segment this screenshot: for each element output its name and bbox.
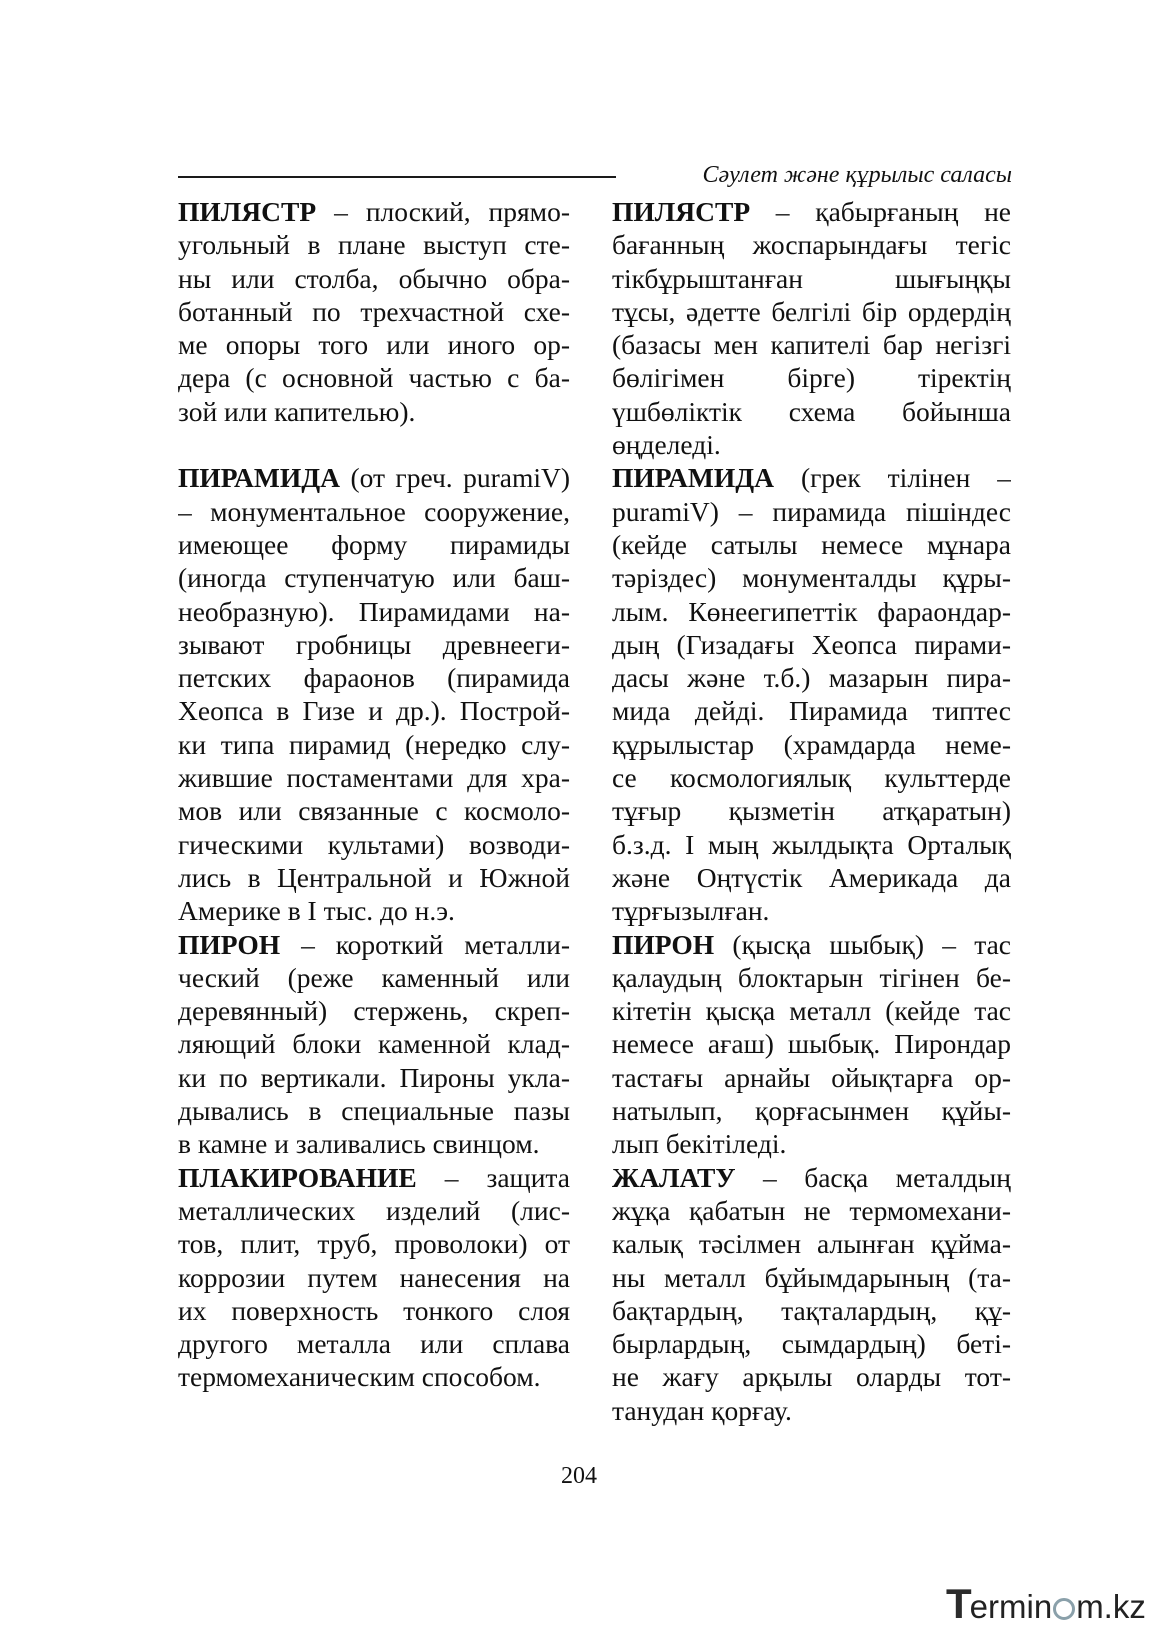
header-rule [178,176,616,178]
magnifier-icon [1053,1598,1075,1620]
page-number: 204 [561,1463,597,1489]
entry-plakirovanie-ru: ПЛАКИРОВАНИЕ – защита металлических изделий (лис- тов, плит, труб, проволоки) от коррозии путем нанесения на их поверхность тонкого слоя другого металла или сплава термомеханическим способом. [178,1161,570,1393]
watermark-t-mark: T [946,1580,972,1627]
entry-term: ПИРАМИДА [178,462,341,494]
entry-term: ПИЛЯСТР [178,196,317,227]
entry-zhalatu-kk: ЖАЛАТУ – басқа металдың жұқа қабатын не термомехани- калық тәсілмен алынған құйма- ны металл бұйымдарының (та- бақтардың, тақталардың, құ- бырлардың, сымдардың) беті- не жағу арқылы оларды тот- танудан қорғау. [612,1161,1011,1426]
entry-pilastr-kk: ПИЛЯСТР – қабырғаның не бағанның жоспарындағы тегіс тікбұрыштанған шығыңқы тұсы, әдетте белгілі бір ордердің (базасы мен капителі бар негізгі бөлігімен бірге) тіректің үшбөліктік схема бойынша өңделеді. [612,196,1011,461]
entry-term: ПИРАМИДА [612,462,775,494]
entry-term: ПИЛЯСТР [612,196,751,227]
entry-piron-ru: ПИРОН – короткий металли- ческий (реже каменный или деревянный) стержень, скреп- ляющий блоки каменной клад- ки по вертикали. Пироны укла- дывались в специальные пазы в камне и заливались свинцом. [178,928,570,1160]
entry-piron-kk: ПИРОН (қысқа шыбық) – тас қалаудың блоктарын тігінен бе- кітетін қысқа металл (кейде тас немесе ағаш) шыбық. Пирондар тастағы арнайы ойықтарға ор- натылып, қорғасынмен құйы- лып бекітіледі. [612,928,1011,1160]
entry-pilastr-ru: ПИЛЯСТР – плоский, прямо- угольный в плане выступ сте- ны или столба, обычно обра- ботанный по трехчастной схе- ме опоры того или иного ор- дера (с основной частью с ба- зой или капителью). [178,196,570,427]
termincom-watermark-logo: Termin m.kz [946,1580,1146,1627]
entry-term: ЖАЛАТУ [612,1161,736,1193]
entry-term: ПИРОН [178,928,281,960]
right-column [612,195,1011,1427]
entry-piramida-kk: ПИРАМИДА (грек тілінен – puramiV) – пирамида пішіндес (кейде сатылы немесе мұнара тәріздес) монументалды құры- лым. Көнеегипеттік фараондар- дың (Гизадағы Хеопса пирами- дасы және т.б.) мазарын пира- мида дейді. Пирамида типтес құрылыстар (храмдарда неме- се космологиялық культтерде тұғыр қызметін атқаратын) б.з.д. I мың жылдықта Орталық және Оңтүстік Америкада да тұрғызылған. [612,462,1011,927]
entry-term: ПИРОН [612,928,715,960]
running-header: Сәулет және құрылыс саласы [702,162,1012,188]
left-column [178,195,570,1394]
entry-term: ПЛАКИРОВАНИЕ [178,1161,417,1193]
entry-piramida-ru: ПИРАМИДА (от греч. puramiV) – монументальное сооружение, имеющее форму пирамиды (иногда ступенчатую или баш- необразную). Пирамидами на- зывают гробницы древнееги- петских фараонов (пирамида Хеопса в Гизе и др.). Построй- ки типа пирамид (нередко слу- жившие постаментами для хра- мов или связанные с космоло- гическими культами) возводи- лись в Центральной и Южной Америке в I тыс. до н.э. [178,462,570,927]
